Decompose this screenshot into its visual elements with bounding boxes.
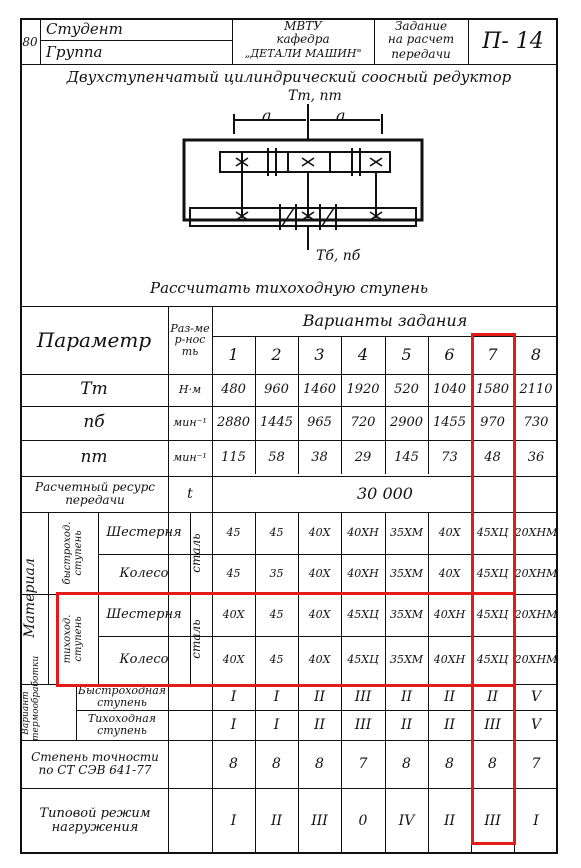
material-label: Материал	[22, 558, 38, 638]
table-cell: II	[400, 688, 413, 705]
variant-1: 1	[228, 344, 239, 364]
slow-gear-label: Шестерня	[106, 607, 182, 623]
task-line3: передачи	[391, 46, 451, 61]
table-cell: 8	[488, 755, 497, 772]
institute-name: МВТУ	[284, 18, 322, 33]
table-cell: III	[354, 716, 372, 733]
table-cell: I	[230, 688, 237, 705]
steel-label-slow: сталь	[189, 619, 203, 659]
row-unit: Н·м	[178, 383, 202, 397]
material-cell: 40XH	[433, 608, 466, 622]
student-label: Студент	[46, 20, 123, 39]
variant-8: 8	[530, 344, 542, 364]
table-cell: 2880	[216, 415, 251, 431]
material-cell: 35XM	[389, 567, 424, 581]
scheme-slow-label: Тихоходная ступень	[87, 712, 157, 737]
output-torque-label: Tт, nт	[288, 88, 342, 104]
fast-stage-label: быстроход. ступень	[62, 521, 84, 585]
table-cell: 48	[484, 450, 501, 466]
slow-stage-label: тихоход. ступень	[62, 614, 84, 664]
material-cell: 40X	[308, 608, 331, 622]
table-cell: II	[313, 688, 326, 705]
material-cell: 40X	[308, 567, 331, 581]
material-cell: 45XЦ	[476, 608, 509, 622]
table-cell: II	[443, 688, 456, 705]
table-cell: I	[273, 716, 280, 733]
table-cell: III	[311, 812, 328, 829]
department-line2: „ДЕТАЛИ МАШИН"	[244, 47, 362, 61]
variant-7: 7	[487, 344, 498, 364]
material-cell: 40XH	[433, 653, 466, 667]
accuracy-label: Степень точности по СТ СЭВ 641-77	[31, 750, 159, 777]
material-cell: 45	[269, 526, 284, 540]
param-header: Параметр	[36, 327, 152, 352]
highlight-variant-7	[471, 333, 516, 845]
table-cell: 58	[268, 450, 285, 466]
task-line1: Задание	[394, 18, 448, 33]
gearbox-schematic	[170, 90, 430, 280]
material-cell: 40X	[438, 567, 461, 581]
slow-wheel-label: Колесо	[119, 652, 169, 668]
scheme-label: Вариант термообработки	[21, 655, 41, 741]
table-cell: 38	[311, 450, 328, 466]
table-cell: II	[313, 716, 326, 733]
material-cell: 20XHM	[514, 526, 558, 540]
steel-label-fast: сталь	[189, 533, 203, 573]
material-cell: 45	[269, 653, 284, 667]
table-cell: II	[443, 812, 456, 829]
table-cell: 730	[523, 415, 549, 431]
material-cell: 45	[226, 567, 241, 581]
material-cell: 20XHM	[514, 608, 558, 622]
table-cell: 29	[354, 450, 372, 466]
scheme-fast-label: Быстроходная ступень	[77, 684, 167, 709]
material-cell: 45XЦ	[347, 653, 379, 667]
material-cell: 45	[269, 608, 284, 622]
material-cell: 45	[226, 526, 241, 540]
table-cell: V	[530, 688, 542, 705]
variant-4: 4	[357, 344, 369, 364]
table-cell: 8	[272, 755, 281, 772]
table-cell: 145	[394, 450, 419, 466]
task-line2: на расчет	[387, 31, 455, 46]
table-cell: 1445	[259, 415, 294, 431]
table-cell: II	[400, 716, 413, 733]
material-cell: 35XM	[389, 608, 424, 622]
table-cell: 1580	[475, 382, 510, 398]
table-cell: 2900	[389, 415, 424, 431]
table-cell: I	[533, 812, 539, 829]
table-cell: 7	[531, 755, 541, 772]
material-cell: 45XЦ	[476, 653, 509, 667]
row-unit: мин⁻¹	[173, 451, 207, 465]
table-cell: 8	[229, 755, 238, 772]
variant-3: 3	[314, 344, 325, 364]
material-cell: 40XH	[347, 526, 379, 540]
fast-wheel-label: Колесо	[119, 566, 169, 582]
fast-gear-label: Шестерня	[106, 525, 182, 541]
material-cell: 35XM	[389, 526, 424, 540]
instruction-text: Рассчитать тихоходную ступень	[150, 279, 428, 298]
department-line1: кафедра	[276, 31, 330, 46]
table-cell: 965	[307, 415, 332, 431]
table-cell: 960	[264, 382, 289, 398]
table-cell: III	[484, 812, 501, 829]
table-cell: II	[270, 812, 283, 829]
row-param: nб	[83, 412, 105, 433]
table-cell: 2110	[519, 382, 553, 398]
variants-header: Варианты задания	[302, 310, 468, 330]
row-param: Tт	[80, 379, 108, 400]
material-cell: 40X	[438, 526, 461, 540]
table-cell: 73	[441, 450, 458, 466]
margin-number: 80	[22, 34, 38, 49]
table-cell: IV	[398, 812, 415, 829]
variant-5: 5	[401, 344, 412, 364]
material-cell: 40X	[308, 526, 331, 540]
dimension-a-right: a	[336, 106, 346, 125]
table-cell: 970	[480, 415, 505, 431]
highlight-slow-stage	[56, 592, 516, 687]
material-cell: 35	[269, 567, 284, 581]
load-label: Типовой режим нагружения	[39, 806, 151, 835]
table-cell: I	[273, 688, 280, 705]
table-cell: I	[230, 716, 237, 733]
table-cell: II	[443, 716, 456, 733]
table-cell: 1040	[432, 382, 467, 398]
variant-6: 6	[444, 344, 455, 364]
material-cell: 45XЦ	[476, 567, 509, 581]
table-cell: 0	[358, 812, 368, 829]
table-cell: 1460	[302, 382, 337, 398]
table-cell: 115	[221, 450, 246, 466]
table-cell: II	[486, 688, 499, 705]
row-param: nт	[80, 447, 108, 468]
material-cell: 20XHM	[514, 653, 558, 667]
resource-param: Расчетный ресурс передачи	[35, 480, 155, 507]
material-cell: 40X	[222, 653, 245, 667]
table-cell: I	[230, 812, 237, 829]
material-cell: 40X	[308, 653, 331, 667]
variant-2: 2	[271, 344, 282, 364]
material-cell: 40X	[222, 608, 245, 622]
resource-unit: t	[187, 485, 193, 502]
material-cell: 45XЦ	[347, 608, 379, 622]
material-cell: 40XH	[347, 567, 379, 581]
row-unit: мин⁻¹	[173, 416, 207, 430]
table-cell: III	[484, 716, 501, 733]
material-cell: 35XM	[389, 653, 424, 667]
table-cell: 36	[527, 450, 545, 466]
resource-value: 30 000	[357, 483, 413, 503]
table-cell: 8	[445, 755, 454, 772]
table-cell: V	[530, 716, 542, 733]
table-cell: 1455	[432, 415, 467, 431]
table-cell: 520	[394, 382, 419, 398]
group-label: Группа	[46, 43, 103, 62]
table-cell: 8	[315, 755, 324, 772]
table-cell: 8	[402, 755, 411, 772]
input-torque-label: Tб, nб	[316, 248, 361, 264]
material-cell: 45XЦ	[476, 526, 509, 540]
material-cell: 20XHM	[514, 567, 558, 581]
unit-header: Раз-мер-ность	[170, 321, 210, 358]
table-cell: 1920	[346, 382, 380, 398]
table-cell: 7	[358, 755, 368, 772]
table-cell: 720	[350, 415, 376, 431]
table-cell: III	[354, 688, 372, 705]
task-code: П- 14	[482, 29, 544, 55]
document-title: Двухступенчатый цилиндрический соосный редуктор	[66, 68, 512, 87]
table-cell: 480	[221, 382, 246, 398]
dimension-a-left: a	[262, 106, 272, 125]
